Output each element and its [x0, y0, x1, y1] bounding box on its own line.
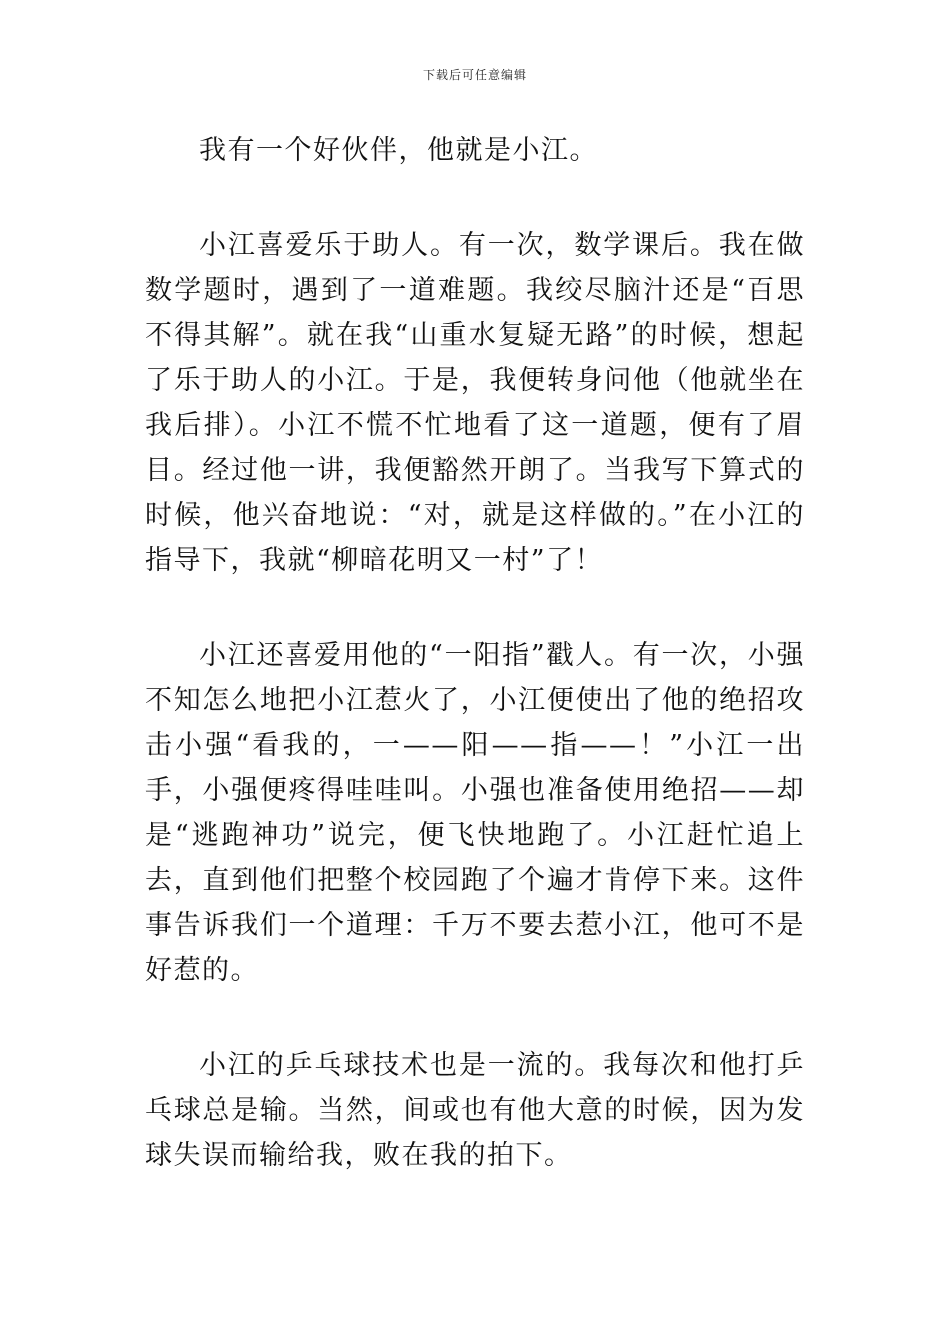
- paragraph-ping-pong: 小江的乒乓球技术也是一流的。我每次和他打乒乓球总是输。当然，间或也有他大意的时候，因为发球失误而输给我，败在我的拍下。: [145, 1050, 805, 1171]
- paragraph-intro: 我有一个好伙伴，他就是小江。: [199, 135, 598, 166]
- paragraph-helpful: 小江喜爱乐于助人。有一次，数学课后。我在做数学题时，遇到了一道难题。我绞尽脑汁还是“百思不得其解”。就在我“山重水复疑无路”的时候，想起了乐于助人的小江。于是，我便转身问他（他就坐在我后排）。小江不慌不忙地看了这一道题，便有了眉目。经过他一讲，我便豁然开朗了。当我写下算式的时候，他兴奋地说：“对，就是这样做的。”在小江的指导下，我就“柳暗花明又一村”了！: [145, 230, 805, 576]
- essay-body: [145, 128, 805, 1228]
- header-note: 下载后可任意编辑: [422, 68, 527, 82]
- paragraph-finger-poke: 小江还喜爱用他的“一阳指”戳人。有一次，小强不知怎么地把小江惹火了，小江便使出了他的绝招攻击小强“看我的，一——阳——指——！”小江一出手，小强便疼得哇哇叫。小强也准备使用绝招——却是“逃跑神功”说完，便飞快地跑了。小江赶忙追上去，直到他们把整个校园跑了个遍才肯停下来。这件事告诉我们一个道理：千万不要去惹小江，他可不是好惹的。: [145, 640, 805, 986]
